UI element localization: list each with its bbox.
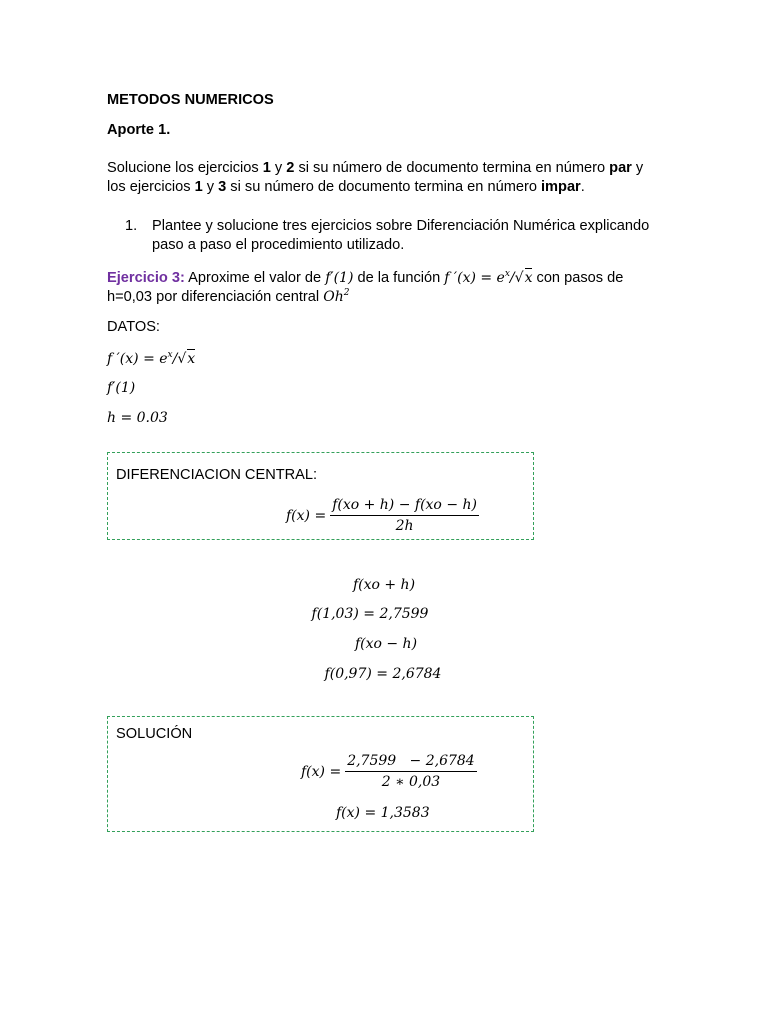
list-line-2: paso a paso el procedimiento utilizado. bbox=[152, 237, 405, 253]
func-sqrt: x bbox=[524, 270, 533, 286]
formula-denominator: 2h bbox=[330, 515, 479, 534]
exercise-line-2 bbox=[107, 289, 349, 305]
intro-text: si su número de documento termina en número bbox=[226, 179, 541, 195]
func-exponent: x bbox=[504, 269, 510, 279]
central-difference-header: DIFERENCIACION CENTRAL: bbox=[116, 467, 318, 483]
doc-subtitle: Aporte 1. bbox=[107, 122, 171, 138]
exercise-text: de la función bbox=[353, 270, 445, 286]
step-2: f(1,03) = 2,7599 bbox=[311, 606, 429, 622]
formula-fraction bbox=[330, 497, 479, 534]
exercise-label: Ejercicio 3: bbox=[107, 270, 185, 286]
func-div: / bbox=[509, 270, 515, 286]
exercise-line-1 bbox=[107, 268, 623, 286]
intro-text: los ejercicios bbox=[107, 179, 195, 195]
func-text: f ′(x) = e bbox=[444, 270, 505, 286]
datos-eq-1: f $'(x) = e^x/√x$ bbox=[107, 350, 196, 367]
datos-label: DATOS: bbox=[107, 319, 160, 335]
exercise-fprime: f′(1) bbox=[325, 270, 354, 286]
doc-title: METODOS NUMERICOS bbox=[107, 92, 274, 108]
solution-lhs: f(x) = bbox=[301, 763, 342, 780]
solution-formula bbox=[301, 753, 477, 790]
exercise-function: f $'(x) = e^x/√x$ bbox=[444, 269, 533, 286]
central-difference-box bbox=[107, 452, 534, 540]
order-text: Oh bbox=[323, 289, 344, 305]
datos-eq-3: h = 0.03 bbox=[107, 410, 168, 426]
solution-result: f(x) = 1,3583 bbox=[336, 805, 430, 821]
solution-numerator: 2,7599 − 2,6784 bbox=[347, 753, 475, 769]
step-4: f(0,97) = 2,6784 bbox=[324, 666, 442, 682]
exercise-order bbox=[323, 289, 349, 305]
intro-bold: 1 bbox=[194, 179, 203, 195]
intro-line-1 bbox=[107, 160, 643, 176]
step-1: f(xo + h) bbox=[352, 577, 416, 593]
exercise-text: con pasos de bbox=[532, 270, 624, 286]
exercise-text: h=0,03 por diferenciación central bbox=[107, 289, 324, 305]
step-3: f(xo − h) bbox=[354, 636, 418, 652]
eq-div: / bbox=[172, 351, 178, 367]
intro-bold: par bbox=[609, 160, 632, 176]
central-difference-formula bbox=[286, 497, 479, 534]
intro-text: Solucione los ejercicios bbox=[107, 160, 263, 176]
intro-bold: impar bbox=[541, 179, 581, 195]
exercise-text: Aproxime el valor de bbox=[184, 270, 326, 286]
list-line-1: Plantee y solucione tres ejercicios sobre Diferenciación Numérica explicando bbox=[152, 218, 650, 234]
intro-text: si su número de documento termina en número bbox=[294, 160, 610, 176]
solution-fraction bbox=[345, 753, 477, 790]
eq-text: f ′(x) = e bbox=[107, 351, 168, 367]
intro-bold: 1 bbox=[262, 160, 271, 176]
order-exponent: 2 bbox=[343, 288, 350, 298]
intro-text: y bbox=[631, 160, 644, 176]
intro-line-2 bbox=[107, 179, 585, 195]
solution-box bbox=[107, 716, 534, 832]
intro-bold: 3 bbox=[218, 179, 227, 195]
solution-denominator: 2 ∗ 0,03 bbox=[345, 771, 477, 790]
formula-lhs: f(x) = bbox=[286, 507, 327, 524]
eq-exponent: x bbox=[167, 350, 173, 360]
intro-text: y bbox=[270, 160, 287, 176]
list-number: 1. bbox=[125, 218, 138, 234]
formula-numerator: f(xo + h) − f(xo − h) bbox=[332, 497, 477, 513]
eq-sqrt: x bbox=[187, 351, 196, 367]
intro-bold: 2 bbox=[286, 160, 295, 176]
intro-text: y bbox=[202, 179, 219, 195]
datos-eq-2: f′(1) bbox=[107, 380, 136, 396]
intro-text: . bbox=[580, 179, 585, 195]
solution-header: SOLUCIÓN bbox=[116, 726, 193, 742]
